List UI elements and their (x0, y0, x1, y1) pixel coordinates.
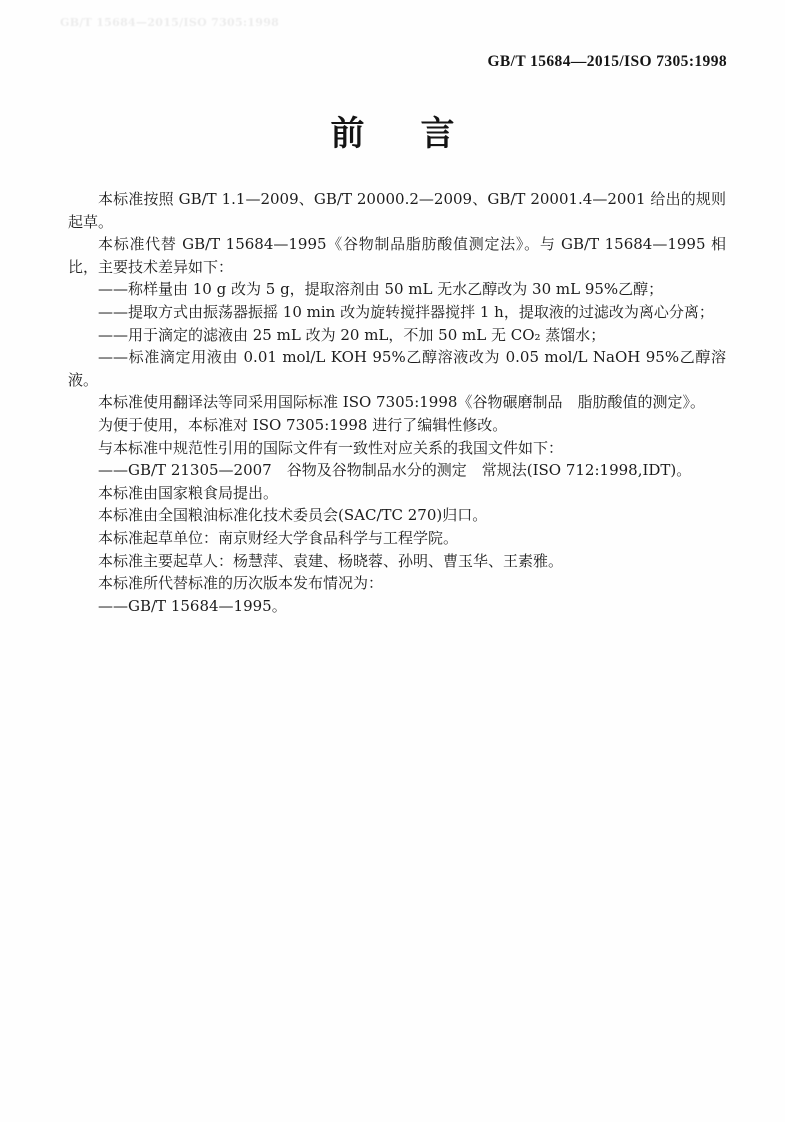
page-title (0, 112, 785, 156)
foreword-paragraph: 为便于使用，本标准对 ISO 7305:1998 进行了编辑性修改。 (98, 415, 508, 434)
foreword-list-item: ——提取方式由振荡器振摇 10 min 改为旋转搅拌器搅拌 1 h，提取液的过滤改为离心分离； (98, 302, 714, 321)
foreword-list-item: ——GB/T 21305—2007 谷物及谷物制品水分的测定 常规法(ISO 712:1998,IDT)。 (98, 461, 692, 480)
standard-number-header: GB/T 15684—2015/ISO 7305:1998 (487, 53, 727, 70)
foreword-paragraph: 本标准按照 GB/T 1.1—2009、GB/T 20000.2—2009、GB/T 20001.4—2001 给出的规则起草。 (68, 190, 726, 231)
foreword-paragraph: 本标准使用翻译法等同采用国际标准 ISO 7305:1998《谷物碾磨制品 脂肪酸值的测定》。 (98, 393, 705, 412)
bleed-through-text: GB/T 15684—2015/ISO 7305:1998 (60, 16, 280, 29)
foreword-body (68, 188, 726, 617)
foreword-list-item: ——称样量由 10 g 改为 5 g，提取溶剂由 50 mL 无水乙醇改为 30 mL 95%乙醇； (98, 280, 664, 299)
foreword-paragraph: 本标准所代替标准的历次版本发布情况为： (98, 574, 384, 593)
foreword-paragraph: 本标准由全国粮油标准化技术委员会(SAC/TC 270)归口。 (98, 506, 488, 525)
foreword-paragraph: 与本标准中规范性引用的国际文件有一致性对应关系的我国文件如下： (98, 438, 564, 457)
foreword-list-item: ——标准滴定用液由 0.01 mol/L KOH 95%乙醇溶液改为 0.05 mol/L NaOH 95%乙醇溶液。 (68, 348, 726, 389)
foreword-paragraph: 本标准代替 GB/T 15684—1995《谷物制品脂肪酸值测定法》。与 GB/T 15684—1995 相比，主要技术差异如下： (68, 235, 726, 276)
foreword-list-item: ——GB/T 15684—1995。 (98, 596, 287, 615)
foreword-paragraph: 本标准由国家粮食局提出。 (98, 483, 279, 502)
foreword-list-item: ——用于滴定的滤液由 25 mL 改为 20 mL，不加 50 mL 无 CO₂ 蒸馏水； (98, 325, 606, 344)
foreword-paragraph: 本标准起草单位：南京财经大学食品科学与工程学院。 (98, 528, 459, 547)
page-title-char-1: 前 (330, 115, 365, 153)
foreword-paragraph: 本标准主要起草人：杨慧萍、袁建、杨晓蓉、孙明、曹玉华、王素雅。 (98, 551, 564, 570)
page-title-char-2: 言 (420, 115, 455, 153)
